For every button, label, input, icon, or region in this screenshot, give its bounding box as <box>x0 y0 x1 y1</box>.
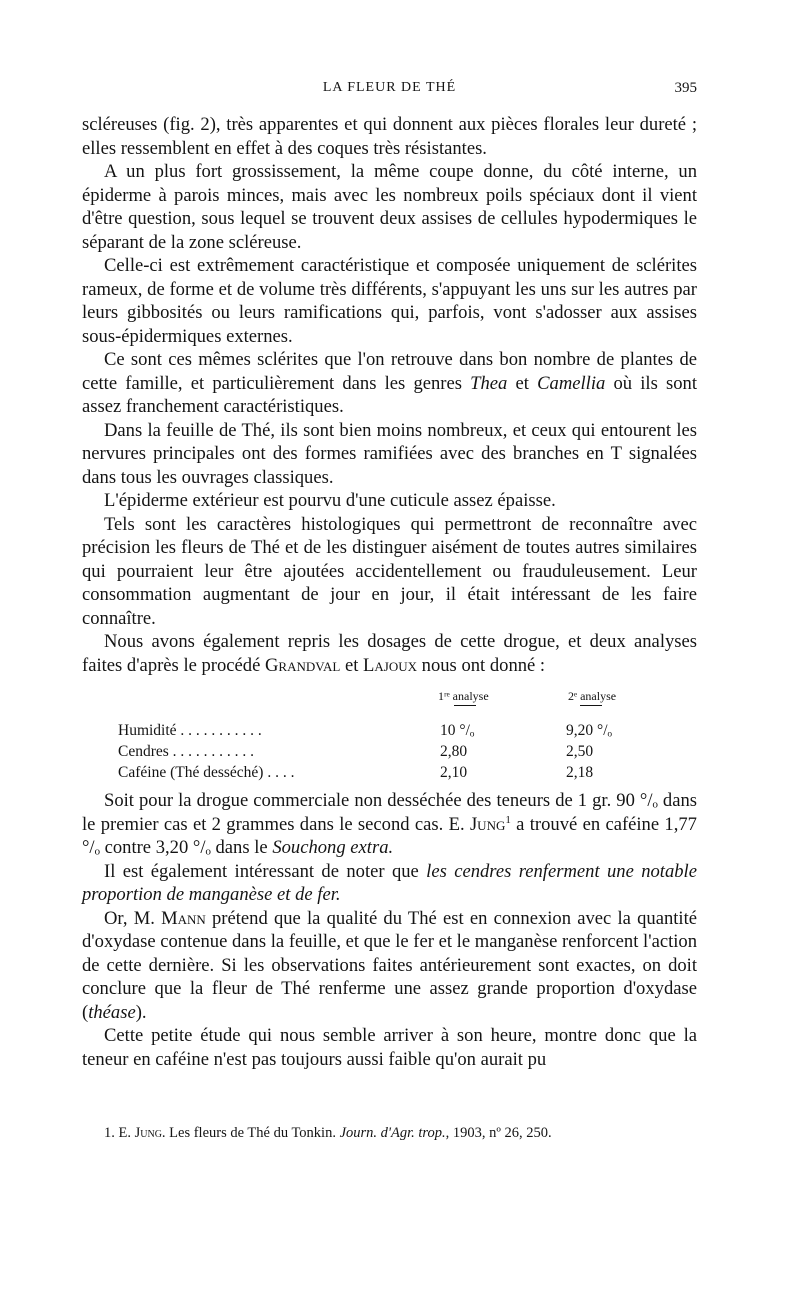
emphasis-text: les cendres renferment une notable proportion de manganèse et de fer. <box>82 860 697 905</box>
row-value-1: 2,80 <box>440 743 468 760</box>
author-grandval: Grandval <box>265 654 341 676</box>
row-label: Cendres . . . . . . . . . . . <box>118 743 255 760</box>
row-value-2: 2,18 <box>566 764 594 781</box>
author-jung: E. Jung <box>448 813 506 835</box>
table-col-rule-1 <box>454 705 476 706</box>
table-col-head-2: 2ᵉ analyse <box>568 689 617 703</box>
author-mann: Mann <box>161 907 206 929</box>
footnote-author: Jung <box>134 1125 162 1141</box>
paragraph-12: Cette petite étude qui nous semble arriver à son heure, montre donc que la teneur en caféine n'est pas toujours aussi faible qu'on aurait pu <box>82 1025 697 1070</box>
row-value-2: 2,50 <box>566 743 594 760</box>
paragraph-10: Il est également intéressant de noter que les cendres renferment une notable proportion de manganèse et de fer. <box>82 860 697 905</box>
author-lajoux: Lajoux <box>363 654 418 676</box>
row-label: Caféine (Thé desséché) . . . . <box>118 764 295 781</box>
paragraph-7: Tels sont les caractères histologiques qui permettront de reconnaître avec précision les fleurs de Thé et de les distinguer aisément de toutes autres similaires qui pourraient leur être ajoutées accidentellement ou frauduleusement. Leur consommation augmentant de jour en jour, il était intéressant de les faire connaître. <box>82 513 697 629</box>
row-value-1: 10 °/ₒ <box>440 722 475 739</box>
body-text <box>82 113 697 1071</box>
table-col-head-1: 1ʳᵉ analyse <box>438 689 489 703</box>
running-title: LA FLEUR DE THÉ <box>322 80 457 95</box>
footnote: 1. E. Jung. Les fleurs de Thé du Tonkin. Journ. d'Agr. trop., 1903, nº 26, 250. <box>104 1125 552 1141</box>
running-head <box>82 80 697 102</box>
paragraph-11: Or, M. Mann prétend que la qualité du Thé est en connexion avec la quantité d'oxydase contenue dans la feuille, et que le fer et le manganèse renforcent l'action de cette dernière. Si les observations faites antérieurement sont exactes, on doit conclure que la fleur de Thé renferme une assez grande proportion d'oxydase (théase). <box>82 907 697 1023</box>
thease-term: théase <box>88 1001 136 1023</box>
genus-camellia: Camellia <box>537 372 606 394</box>
row-value-2: 9,20 °/ₒ <box>566 722 612 739</box>
paragraph-1: scléreuses (fig. 2), très apparentes et qui donnent aux pièces florales leur dureté ; elles ressemblent en effet à des coques très résistantes. <box>82 114 697 159</box>
paragraph-2: A un plus fort grossissement, la même coupe donne, du côté interne, un épiderme à parois minces, mais avec les nombreux poils spéciaux dont il vient d'être question, sous lequel se trouvent deux assises de cellules hypodermiques le séparant de la zone scléreuse. <box>82 161 697 253</box>
genus-thea: Thea <box>470 372 508 394</box>
paragraph-5: Dans la feuille de Thé, ils sont bien moins nombreux, et ceux qui entourent les nervures principales ont des formes ramifiées avec des branches en T signalées dans tous les ouvrages classiques. <box>82 419 697 488</box>
page-number: 395 <box>674 80 697 96</box>
paragraph-9: Soit pour la drogue commerciale non desséchée des teneurs de 1 gr. 90 °/ₒ dans le premier cas et 2 grammes dans le second cas. E. Jung$^1$ a trouvé en caféine 1,77 °/ₒ contre 3,20 °/ₒ dans le Souchong extra. <box>82 790 697 858</box>
paragraph-6: L'épiderme extérieur est pourvu d'une cuticule assez épaisse. <box>104 490 556 511</box>
paragraph-3: Celle-ci est extrêmement caractéristique et composée uniquement de sclérites rameux, de forme et de volume très différents, s'appuyant les uns sur les autres par leurs gibbosités ou leurs ramifications qui, parfois, vont s'adosser aux assises sous-épidermiques externes. <box>82 255 697 347</box>
analysis-table <box>82 677 697 789</box>
row-label: Humidité . . . . . . . . . . . <box>118 722 262 739</box>
paragraph-8: Nous avons également repris les dosages de cette drogue, et deux analyses faites d'après le procédé Grandval et Lajoux nous ont donné : <box>82 631 697 676</box>
souchong-extra: Souchong extra. <box>272 837 394 858</box>
footnote-journal: Journ. d'Agr. trop. <box>339 1125 446 1141</box>
footnote-ref: 1 <box>505 813 511 826</box>
paragraph-4: Ce sont ces mêmes sclérites que l'on retrouve dans bon nombre de plantes de cette famille, et particulièrement dans les genres Thea et Camellia où ils sont assez franchement caractéristiques. <box>82 349 698 417</box>
row-value-1: 2,10 <box>440 764 468 781</box>
table-col-rule-2 <box>580 705 602 706</box>
